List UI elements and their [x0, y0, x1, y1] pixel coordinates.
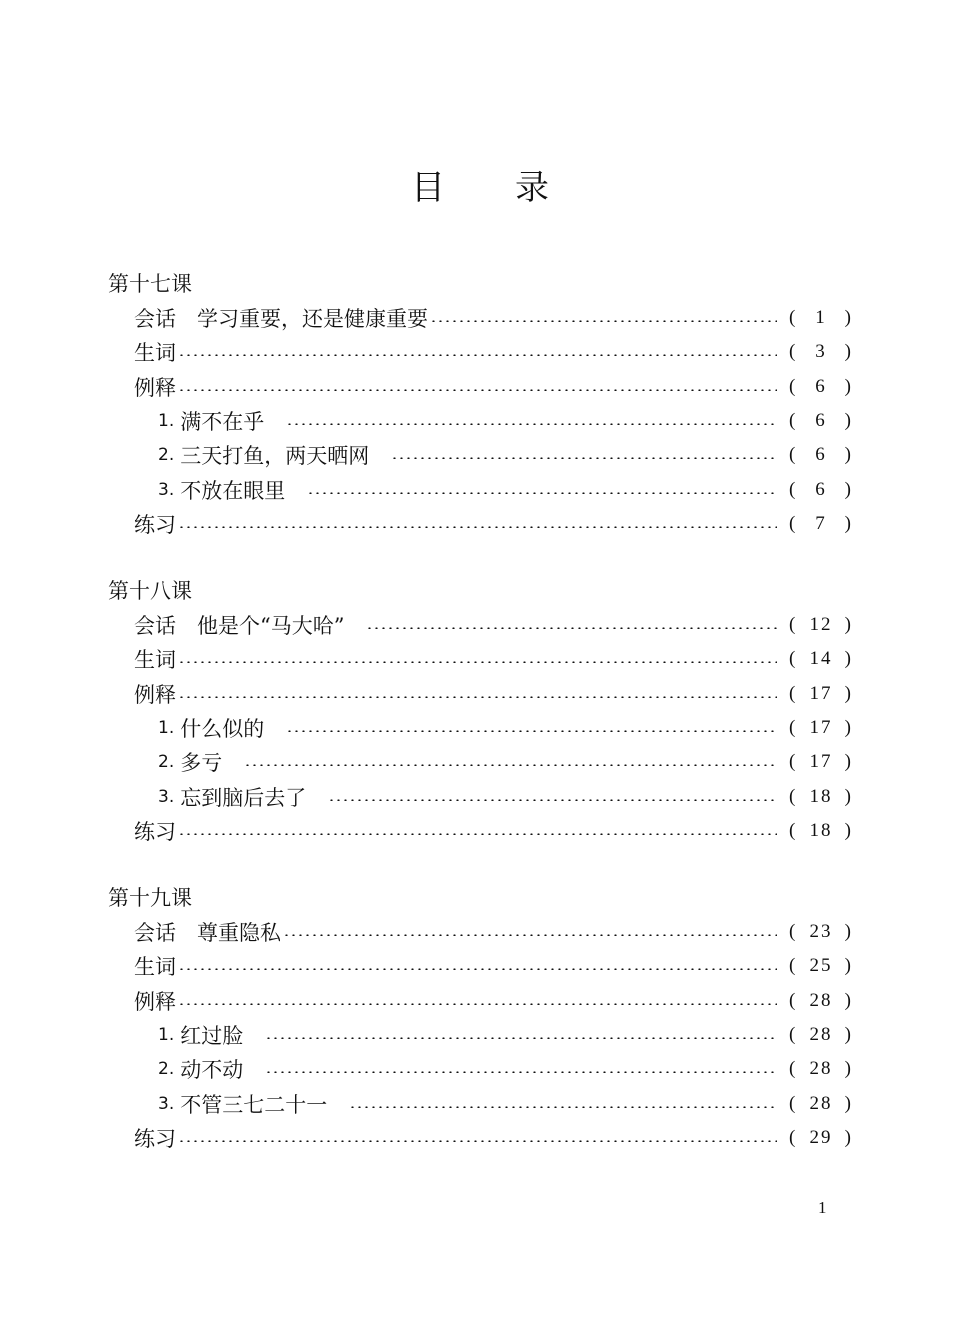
- entry-page: ( 28 ): [789, 1024, 853, 1046]
- toc-entry[interactable]: [108, 335, 853, 369]
- leader-dots: [244, 764, 777, 766]
- entry-label: 会话 学习重要，还是健康重要: [134, 307, 428, 332]
- lesson-18: [108, 574, 853, 848]
- entry-page: ( 28 ): [789, 989, 853, 1011]
- leader-dots: [283, 934, 777, 936]
- entry-number: 1.: [158, 411, 175, 432]
- leader-dots: [178, 1140, 777, 1142]
- entry-label: 生词: [134, 955, 176, 980]
- toc-entry[interactable]: [108, 915, 853, 949]
- title-char-2: 录: [515, 168, 549, 208]
- leader-dots: [178, 354, 777, 356]
- leader-dots: [178, 833, 777, 835]
- toc-entry[interactable]: [108, 642, 853, 676]
- entry-number: 3.: [158, 479, 175, 500]
- lesson-heading: 第十八课: [108, 579, 192, 603]
- entry-label: 会话 尊重隐私: [134, 921, 281, 946]
- toc-subentry[interactable]: [108, 1052, 853, 1086]
- toc-subentry[interactable]: [108, 438, 853, 472]
- toc-subentry[interactable]: [108, 404, 853, 438]
- entry-page: ( 28 ): [789, 1092, 853, 1114]
- entry-label: 不管三七二十一: [180, 1092, 328, 1117]
- entry-label: 多亏: [180, 751, 223, 776]
- leader-dots: [265, 1071, 777, 1073]
- entry-label: 生词: [134, 341, 176, 366]
- entry-number: 3.: [158, 786, 175, 807]
- entry-label: 忘到脑后去了: [180, 785, 307, 810]
- toc-subentry[interactable]: [108, 745, 853, 779]
- toc-entry[interactable]: [108, 984, 853, 1018]
- entry-page: ( 6 ): [789, 444, 853, 466]
- lesson-heading: 第十七课: [108, 272, 192, 296]
- entry-page: ( 28 ): [789, 1058, 853, 1080]
- leader-dots: [178, 968, 777, 970]
- entry-page: ( 12 ): [789, 614, 853, 636]
- leader-dots: [178, 696, 777, 698]
- entry-page: ( 17 ): [789, 751, 853, 773]
- entry-label: 生词: [134, 648, 176, 673]
- entry-label: 不放在眼里: [180, 478, 286, 503]
- entry-label: 练习: [134, 819, 176, 844]
- leader-dots: [178, 661, 777, 663]
- entry-page: ( 14 ): [789, 648, 853, 670]
- toc-entry[interactable]: [108, 301, 853, 335]
- leader-dots: [307, 492, 777, 494]
- leader-dots: [391, 457, 777, 459]
- toc-subentry[interactable]: [108, 779, 853, 813]
- leader-dots: [366, 627, 777, 629]
- leader-dots: [286, 730, 777, 732]
- entry-page: ( 17 ): [789, 717, 853, 739]
- entry-page: ( 18 ): [789, 785, 853, 807]
- leader-dots: [286, 423, 777, 425]
- leader-dots: [328, 799, 777, 801]
- entry-page: ( 25 ): [789, 955, 853, 977]
- toc-entry[interactable]: [108, 814, 853, 848]
- leader-dots: [265, 1037, 777, 1039]
- leader-dots: [349, 1106, 777, 1108]
- toc-entry[interactable]: [108, 370, 853, 404]
- toc-entry[interactable]: [108, 1121, 853, 1155]
- entry-page: ( 6 ): [789, 478, 853, 500]
- toc-subentry[interactable]: [108, 1018, 853, 1052]
- entry-label: 练习: [134, 1126, 176, 1151]
- entry-page: ( 3 ): [789, 341, 853, 363]
- toc-subentry[interactable]: [108, 1086, 853, 1120]
- leader-dots: [430, 320, 777, 322]
- entry-label: 满不在乎: [180, 410, 265, 435]
- lesson-heading: 第十九课: [108, 886, 192, 910]
- entry-label: 红过脸: [180, 1024, 244, 1049]
- leader-dots: [178, 1003, 777, 1005]
- entry-number: 1.: [158, 718, 175, 739]
- entry-label: 例释: [134, 989, 176, 1014]
- entry-label: 三天打鱼，两天晒网: [180, 444, 370, 469]
- entry-number: 2.: [158, 1059, 175, 1080]
- lesson-19: [108, 881, 853, 1155]
- entry-label: 例释: [134, 375, 176, 400]
- toc-subentry[interactable]: [108, 711, 853, 745]
- leader-dots: [178, 526, 777, 528]
- entry-label: 什么似的: [180, 717, 265, 742]
- entry-label: 练习: [134, 512, 176, 537]
- lesson-17: [108, 267, 853, 541]
- toc-subentry[interactable]: [108, 472, 853, 506]
- entry-page: ( 18 ): [789, 819, 853, 841]
- entry-page: ( 23 ): [789, 921, 853, 943]
- entry-label: 会话 他是个“马大哈”: [134, 614, 345, 639]
- toc-entry[interactable]: [108, 949, 853, 983]
- entry-page: ( 1 ): [789, 307, 853, 329]
- entry-page: ( 17 ): [789, 682, 853, 704]
- title-char-1: 目: [411, 168, 445, 208]
- page-title: [0, 160, 960, 209]
- toc-entry[interactable]: [108, 507, 853, 541]
- entry-page: ( 7 ): [789, 512, 853, 534]
- entry-number: 2.: [158, 752, 175, 773]
- toc-entry[interactable]: [108, 608, 853, 642]
- toc-entry[interactable]: [108, 677, 853, 711]
- leader-dots: [178, 389, 777, 391]
- entry-number: 3.: [158, 1093, 175, 1114]
- entry-number: 2.: [158, 445, 175, 466]
- entry-label: 动不动: [180, 1058, 244, 1083]
- entry-page: ( 29 ): [789, 1126, 853, 1148]
- entry-page: ( 6 ): [789, 375, 853, 397]
- entry-page: ( 6 ): [789, 410, 853, 432]
- entry-label: 例释: [134, 682, 176, 707]
- page-number: 1: [818, 1198, 827, 1217]
- entry-number: 1.: [158, 1025, 175, 1046]
